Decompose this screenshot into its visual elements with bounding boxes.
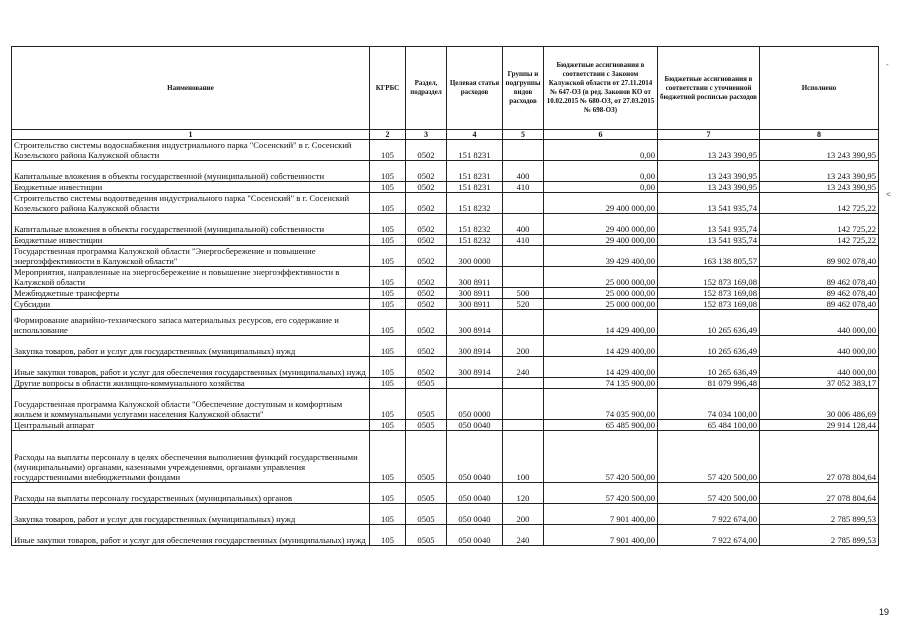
table-row	[12, 431, 879, 483]
col-number: 7	[658, 130, 760, 140]
header-law-allocations: Бюджетные ассигнования в соответствии с Законом Калужской области от 27.11.2014 № 647-ОЗ (в ред. Законов КО от 10.02.2015 № 680-ОЗ, от 27.03.2015 № 698-ОЗ)	[544, 47, 658, 130]
row-refined-allocations: 152 873 169,08	[658, 299, 760, 310]
row-kgrbs: 105	[370, 140, 406, 161]
row-refined-allocations: 152 873 169,08	[658, 267, 760, 288]
row-kgrbs: 105	[370, 182, 406, 193]
row-target-article: 151 8232	[447, 235, 503, 246]
row-expense-group: 240	[503, 357, 544, 378]
row-executed: 13 243 390,95	[760, 182, 879, 193]
row-refined-allocations: 13 541 935,74	[658, 235, 760, 246]
row-target-article: 300 8911	[447, 267, 503, 288]
row-law-allocations: 14 429 400,00	[544, 336, 658, 357]
row-target-article: 050 0040	[447, 483, 503, 504]
row-expense-group: 120	[503, 483, 544, 504]
col-number: 8	[760, 130, 879, 140]
header-kgrbs: КГРБС	[370, 47, 406, 130]
row-expense-group: 520	[503, 299, 544, 310]
col-number: 6	[544, 130, 658, 140]
row-name: Формирование аварийно-технического запаса материальных ресурсов, его содержание и использование	[12, 310, 370, 336]
row-target-article: 050 0000	[447, 389, 503, 420]
row-refined-allocations: 57 420 500,00	[658, 431, 760, 483]
row-law-allocations: 25 000 000,00	[544, 299, 658, 310]
row-refined-allocations: 57 420 500,00	[658, 483, 760, 504]
row-kgrbs: 105	[370, 504, 406, 525]
row-razdel: 0502	[406, 246, 447, 267]
row-target-article: 151 8231	[447, 140, 503, 161]
row-executed: 27 078 804,64	[760, 483, 879, 504]
row-law-allocations: 14 429 400,00	[544, 357, 658, 378]
row-expense-group: 100	[503, 431, 544, 483]
row-expense-group: 410	[503, 182, 544, 193]
table-row	[12, 161, 879, 182]
row-razdel: 0502	[406, 288, 447, 299]
row-name: Мероприятия, направленные на энергосбережение и повышение энергоэффективности в Калужской области	[12, 267, 370, 288]
row-kgrbs: 105	[370, 299, 406, 310]
row-refined-allocations: 10 265 636,49	[658, 357, 760, 378]
row-name: Субсидии	[12, 299, 370, 310]
row-refined-allocations: 7 922 674,00	[658, 504, 760, 525]
row-kgrbs: 105	[370, 378, 406, 389]
col-number: 5	[503, 130, 544, 140]
row-law-allocations: 57 420 500,00	[544, 483, 658, 504]
row-executed: 2 785 899,53	[760, 504, 879, 525]
row-razdel: 0505	[406, 378, 447, 389]
row-name: Закупка товаров, работ и услуг для государственных (муниципальных) нужд	[12, 504, 370, 525]
row-refined-allocations: 13 541 935,74	[658, 193, 760, 214]
row-razdel: 0505	[406, 483, 447, 504]
row-kgrbs: 105	[370, 193, 406, 214]
row-refined-allocations: 10 265 636,49	[658, 336, 760, 357]
row-razdel: 0502	[406, 336, 447, 357]
header-expense-group: Группы и подгруппы видов расходов	[503, 47, 544, 130]
row-razdel: 0505	[406, 504, 447, 525]
row-kgrbs: 105	[370, 357, 406, 378]
row-executed: 27 078 804,64	[760, 431, 879, 483]
row-name: Иные закупки товаров, работ и услуг для обеспечения государственных (муниципальных) нужд	[12, 525, 370, 546]
row-law-allocations: 7 901 400,00	[544, 525, 658, 546]
table-body	[12, 140, 879, 546]
row-executed: 440 000,00	[760, 310, 879, 336]
row-law-allocations: 0,00	[544, 161, 658, 182]
table-row	[12, 357, 879, 378]
row-kgrbs: 105	[370, 420, 406, 431]
table-row	[12, 299, 879, 310]
row-target-article: 151 8232	[447, 193, 503, 214]
row-expense-group: 200	[503, 336, 544, 357]
row-razdel: 0502	[406, 267, 447, 288]
row-kgrbs: 105	[370, 235, 406, 246]
row-expense-group: 400	[503, 214, 544, 235]
row-name: Другие вопросы в области жилищно-коммунального хозяйства	[12, 378, 370, 389]
row-target-article: 300 8914	[447, 310, 503, 336]
row-kgrbs: 105	[370, 389, 406, 420]
row-refined-allocations: 163 138 805,57	[658, 246, 760, 267]
row-razdel: 0502	[406, 357, 447, 378]
table-row	[12, 235, 879, 246]
row-law-allocations: 74 035 900,00	[544, 389, 658, 420]
row-law-allocations: 14 429 400,00	[544, 310, 658, 336]
row-kgrbs: 105	[370, 246, 406, 267]
row-name: Строительство системы водоотведения индустриального парка "Сосенский" в г. Сосенский Козельского района Калужской области	[12, 193, 370, 214]
row-law-allocations: 29 400 000,00	[544, 235, 658, 246]
row-target-article: 050 0040	[447, 431, 503, 483]
col-number: 2	[370, 130, 406, 140]
row-razdel: 0505	[406, 525, 447, 546]
row-law-allocations: 57 420 500,00	[544, 431, 658, 483]
row-expense-group	[503, 310, 544, 336]
row-target-article: 050 0040	[447, 420, 503, 431]
row-executed: 2 785 899,53	[760, 525, 879, 546]
header-name: Наименование	[12, 47, 370, 130]
row-kgrbs: 105	[370, 161, 406, 182]
header-refined-allocations: Бюджетные ассигнования в соответствии с уточненной бюджетной росписью расходов	[658, 47, 760, 130]
row-target-article: 151 8232	[447, 214, 503, 235]
row-expense-group	[503, 246, 544, 267]
row-razdel: 0505	[406, 420, 447, 431]
row-kgrbs: 105	[370, 483, 406, 504]
row-expense-group	[503, 267, 544, 288]
row-razdel: 0502	[406, 299, 447, 310]
row-kgrbs: 105	[370, 310, 406, 336]
row-name: Строительство системы водоснабжения индустриального парка "Сосенский" в г. Сосенский Козельского района Калужской области	[12, 140, 370, 161]
row-name: Государственная программа Калужской области "Энергосбережение и повышение энергоэффективности в Калужской области"	[12, 246, 370, 267]
table-row	[12, 378, 879, 389]
row-kgrbs: 105	[370, 336, 406, 357]
row-executed: 30 006 486,69	[760, 389, 879, 420]
row-kgrbs: 105	[370, 214, 406, 235]
row-razdel: 0502	[406, 193, 447, 214]
row-law-allocations: 0,00	[544, 182, 658, 193]
margin-mark: <	[886, 190, 891, 199]
table-row	[12, 389, 879, 420]
row-refined-allocations: 152 873 169,08	[658, 288, 760, 299]
row-executed: 13 243 390,95	[760, 161, 879, 182]
row-law-allocations: 65 485 900,00	[544, 420, 658, 431]
table-row	[12, 267, 879, 288]
header-razdel: Раздел, подраздел	[406, 47, 447, 130]
row-expense-group	[503, 140, 544, 161]
row-target-article: 300 8911	[447, 299, 503, 310]
row-kgrbs: 105	[370, 431, 406, 483]
row-name: Капитальные вложения в объекты государственной (муниципальной) собственности	[12, 214, 370, 235]
row-name: Расходы на выплаты персоналу в целях обеспечения выполнения функций государственными (муниципальными) органами, казенными учреждениями, органами управления государственными внебюджетными фондами	[12, 431, 370, 483]
row-refined-allocations: 13 243 390,95	[658, 140, 760, 161]
row-target-article: 300 8914	[447, 336, 503, 357]
table-row	[12, 420, 879, 431]
row-target-article: 300 8914	[447, 357, 503, 378]
row-name: Центральный аппарат	[12, 420, 370, 431]
row-expense-group: 240	[503, 525, 544, 546]
table-row	[12, 193, 879, 214]
column-number-row	[12, 130, 879, 140]
row-refined-allocations: 7 922 674,00	[658, 525, 760, 546]
row-law-allocations: 39 429 400,00	[544, 246, 658, 267]
row-executed: 89 462 078,40	[760, 288, 879, 299]
row-refined-allocations: 65 484 100,00	[658, 420, 760, 431]
row-target-article: 151 8231	[447, 161, 503, 182]
row-expense-group	[503, 193, 544, 214]
header-executed: Исполнено	[760, 47, 879, 130]
row-razdel: 0502	[406, 161, 447, 182]
row-name: Государственная программа Калужской области "Обеспечение доступным и комфортным жильем и коммунальными услугами населения Калужской области"	[12, 389, 370, 420]
row-executed: 89 462 078,40	[760, 299, 879, 310]
header-row	[12, 47, 879, 130]
row-kgrbs: 105	[370, 288, 406, 299]
table-row	[12, 246, 879, 267]
row-expense-group: 400	[503, 161, 544, 182]
row-expense-group	[503, 420, 544, 431]
row-target-article: 151 8231	[447, 182, 503, 193]
row-target-article	[447, 378, 503, 389]
row-executed: 37 052 383,17	[760, 378, 879, 389]
row-target-article: 050 0040	[447, 525, 503, 546]
row-executed: 440 000,00	[760, 336, 879, 357]
row-law-allocations: 74 135 900,00	[544, 378, 658, 389]
row-razdel: 0502	[406, 182, 447, 193]
col-number: 4	[447, 130, 503, 140]
table-row	[12, 182, 879, 193]
table-row	[12, 336, 879, 357]
row-name: Закупка товаров, работ и услуг для государственных (муниципальных) нужд	[12, 336, 370, 357]
row-expense-group: 200	[503, 504, 544, 525]
row-executed: 89 902 078,40	[760, 246, 879, 267]
row-executed: 13 243 390,95	[760, 140, 879, 161]
row-law-allocations: 25 000 000,00	[544, 267, 658, 288]
row-refined-allocations: 13 243 390,95	[658, 161, 760, 182]
row-executed: 29 914 128,44	[760, 420, 879, 431]
row-kgrbs: 105	[370, 525, 406, 546]
row-law-allocations: 29 400 000,00	[544, 214, 658, 235]
row-name: Расходы на выплаты персоналу государственных (муниципальных) органов	[12, 483, 370, 504]
row-razdel: 0505	[406, 389, 447, 420]
row-law-allocations: 25 000 000,00	[544, 288, 658, 299]
row-refined-allocations: 74 034 100,00	[658, 389, 760, 420]
row-refined-allocations: 10 265 636,49	[658, 310, 760, 336]
row-target-article: 300 0000	[447, 246, 503, 267]
row-name: Бюджетные инвестиции	[12, 182, 370, 193]
row-refined-allocations: 81 079 996,48	[658, 378, 760, 389]
row-target-article: 300 8911	[447, 288, 503, 299]
row-law-allocations: 0,00	[544, 140, 658, 161]
row-executed: 142 725,22	[760, 193, 879, 214]
row-name: Капитальные вложения в объекты государственной (муниципальной) собственности	[12, 161, 370, 182]
row-expense-group: 500	[503, 288, 544, 299]
row-name: Бюджетные инвестиции	[12, 235, 370, 246]
table-row	[12, 140, 879, 161]
row-executed: 89 462 078,40	[760, 267, 879, 288]
col-number: 3	[406, 130, 447, 140]
table-row	[12, 288, 879, 299]
row-refined-allocations: 13 541 935,74	[658, 214, 760, 235]
header-target-article: Целевая статья расходов	[447, 47, 503, 130]
table-row	[12, 310, 879, 336]
row-target-article: 050 0040	[447, 504, 503, 525]
row-razdel: 0502	[406, 140, 447, 161]
table-row	[12, 483, 879, 504]
table-row	[12, 504, 879, 525]
row-law-allocations: 29 400 000,00	[544, 193, 658, 214]
row-executed: 440 000,00	[760, 357, 879, 378]
row-executed: 142 725,22	[760, 235, 879, 246]
row-name: Иные закупки товаров, работ и услуг для обеспечения государственных (муниципальных) нужд	[12, 357, 370, 378]
row-razdel: 0505	[406, 431, 447, 483]
row-razdel: 0502	[406, 235, 447, 246]
col-number: 1	[12, 130, 370, 140]
row-executed: 142 725,22	[760, 214, 879, 235]
table-row	[12, 214, 879, 235]
row-expense-group	[503, 389, 544, 420]
row-name: Межбюджетные трансферты	[12, 288, 370, 299]
page-number: 19	[879, 607, 890, 617]
row-razdel: 0502	[406, 214, 447, 235]
row-refined-allocations: 13 243 390,95	[658, 182, 760, 193]
row-law-allocations: 7 901 400,00	[544, 504, 658, 525]
row-kgrbs: 105	[370, 267, 406, 288]
row-razdel: 0502	[406, 310, 447, 336]
row-expense-group: 410	[503, 235, 544, 246]
margin-mark: -	[886, 60, 889, 69]
budget-table	[11, 46, 879, 546]
row-expense-group	[503, 378, 544, 389]
table-row	[12, 525, 879, 546]
